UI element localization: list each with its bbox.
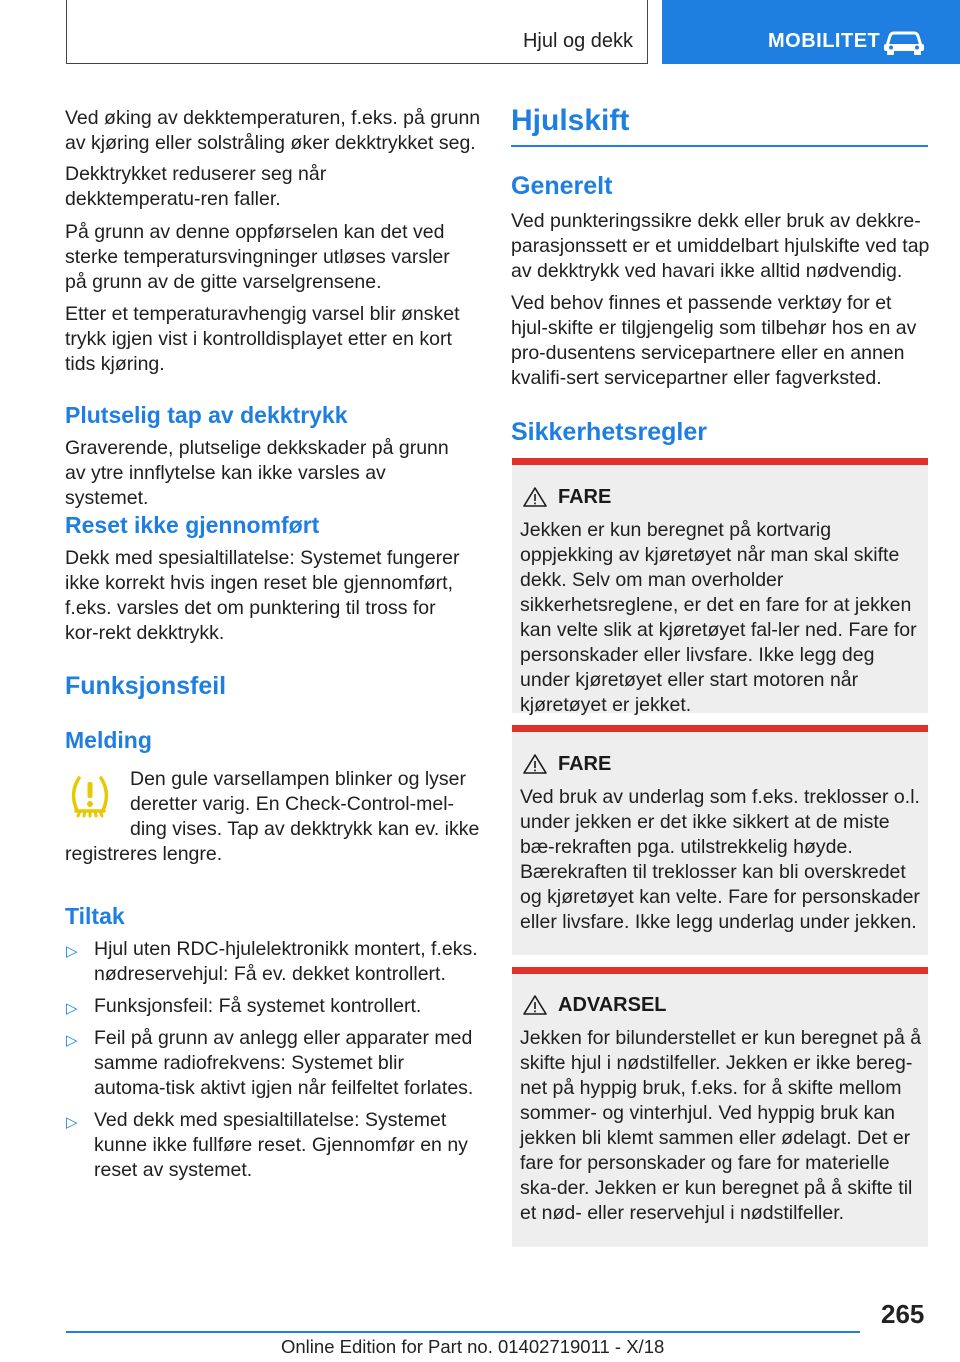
heading-general: Generelt xyxy=(511,172,613,200)
paragraph-temperature-warning: Etter et temperaturavhengig varsel blir ønsket trykk igjen vist i kontrolldisplayet etter en kort tids kjøring. xyxy=(65,303,460,375)
header-chapter-label: MOBILITET xyxy=(768,30,881,52)
paragraph-sudden-pressure-loss: Graverende, plutselige dekkskader på grunn av ytre innflytelse kan ikke varsles av systemet. xyxy=(65,437,449,509)
heading-reset-not-done: Reset ikke gjennomført xyxy=(65,512,320,538)
warning-text: Ved bruk av underlag som f.eks. treklosser o.l. under jekken er det ikke sikkert at de miste bæ-rekraften pga. utilstrekkelig høyde. Bærekraften til treklosser kan bli overskredet og kjøretøyet kan velte. Fare for personskader eller livsfare. Ikke legg underlag under jekken. xyxy=(520,786,920,933)
heading-malfunction: Funksjonsfeil xyxy=(65,672,227,700)
bullet-marker: ▷ xyxy=(66,1032,78,1049)
message-line-2: deretter varig. En Check-Control-mel- xyxy=(130,793,455,815)
warning-text: Jekken for bilunderstellet er kun beregnet på å skifte hjul i nødstilfeller. Jekken er ikke bereg-net på hyppig bruk, f.eks. for å skifte mellom sommer- og vinterhjul. Ved hyppig bruk kan jekken bli klemt sammen eller ødelagt. Det er fare for personskader og fare for materielle ska-der. Jekken er kun beregnet på å skifte til et nød- eller reservehjul i nødstilfeller. xyxy=(520,1027,922,1224)
warning-box-2 xyxy=(512,725,928,955)
warning-title: FARE xyxy=(558,486,612,508)
bullet-marker: ▷ xyxy=(66,1000,78,1017)
footer-edition-text: Online Edition for Part no. 01402719011 - X/18 xyxy=(281,1336,665,1357)
paragraph-general-2: Ved behov finnes et passende verktøy for et hjul-skifte er tilgjengelig som tilbehør hos en av pro-dusentens servicepartnere eller en annen kvalifi-sert servicepartner eller fagverksted. xyxy=(511,292,917,389)
measure-item-4: Ved dekk med spesialtillatelse: Systemet kunne ikke fullføre reset. Gjennomfør en ny reset av systemet. xyxy=(94,1109,468,1181)
heading-underline xyxy=(511,145,928,147)
heading-safety-rules: Sikkerhetsregler xyxy=(511,418,707,446)
warning-triangle-icon xyxy=(522,753,548,775)
tpms-warning-lamp-icon xyxy=(68,770,112,822)
measure-item-1: Hjul uten RDC-hjulelektronikk montert, f.eks. nødreservehjul: Få ev. dekket kontrollert. xyxy=(94,938,478,985)
heading-measures: Tiltak xyxy=(65,903,125,929)
footer-divider xyxy=(66,1331,860,1333)
warning-bar xyxy=(512,458,928,465)
message-line-1: Den gule varsellampen blinker og lyser xyxy=(130,768,467,790)
car-icon xyxy=(882,28,926,56)
measure-item-2: Funksjonsfeil: Få systemet kontrollert. xyxy=(94,995,422,1017)
header-chapter-tab[interactable] xyxy=(662,0,960,64)
paragraph-temperature-fluctuation: På grunn av denne oppførselen kan det ved sterke temperatursvingninger utløses varsler på grunn av de gitte varselgrensene. xyxy=(65,221,450,293)
header-section-title: Hjul og dekk xyxy=(522,30,633,52)
warning-bar xyxy=(512,967,928,974)
paragraph-temperature-decrease: Dekktrykket reduserer seg når dekktemperatu-ren faller. xyxy=(65,163,327,210)
warning-triangle-icon xyxy=(522,994,548,1016)
warning-title: FARE xyxy=(558,753,612,775)
warning-text: Jekken er kun beregnet på kortvarig oppjekking av kjøretøyet når man skal skifte dekk. Selv om man overholder sikkerhetsreglene, er det en fare for at jekken kan velte slik at kjøretøyet fal-ler ned. Fare for personskader eller livsfare. Ikke legg deg under kjøretøyet eller start motoren når kjøretøyet er jekket. xyxy=(520,519,917,716)
warning-box-3 xyxy=(512,967,928,1247)
paragraph-reset-not-done: Dekk med spesialtillatelse: Systemet fungerer ikke korrekt hvis ingen reset ble gjennomført, f.eks. varsles det om punktering til tross for kor-rekt dekktrykk. xyxy=(65,547,460,644)
heading-sudden-pressure-loss: Plutselig tap av dekktrykk xyxy=(65,402,348,428)
header-section-box xyxy=(66,0,648,64)
measure-item-3: Feil på grunn av anlegg eller apparater med samme radiofrekvens: Systemet blir automa-tisk aktivt igjen når feilfeltet forlates. xyxy=(94,1027,474,1099)
paragraph-general-1: Ved punkteringssikre dekk eller bruk av dekkre-parasjonssett er et umiddelbart hjulskifte ved tap av dekktrykk ved havari ikke alltid nødvendig. xyxy=(511,210,930,282)
bullet-marker: ▷ xyxy=(66,943,78,960)
heading-message: Melding xyxy=(65,727,152,753)
warning-title: ADVARSEL xyxy=(558,994,667,1016)
message-line-4: registreres lengre. xyxy=(65,843,223,865)
message-line-3: ding vises. Tap av dekktrykk kan ev. ikke xyxy=(130,818,480,840)
warning-triangle-icon xyxy=(522,486,548,508)
warning-box-1 xyxy=(512,458,928,716)
warning-bar xyxy=(512,725,928,732)
paragraph-temperature-increase: Ved øking av dekktemperaturen, f.eks. på grunn av kjøring eller solstråling øker dekktrykket seg. xyxy=(65,107,481,154)
page-number: 265 xyxy=(881,1299,925,1329)
heading-wheel-change: Hjulskift xyxy=(511,104,630,137)
bullet-marker: ▷ xyxy=(66,1114,78,1131)
